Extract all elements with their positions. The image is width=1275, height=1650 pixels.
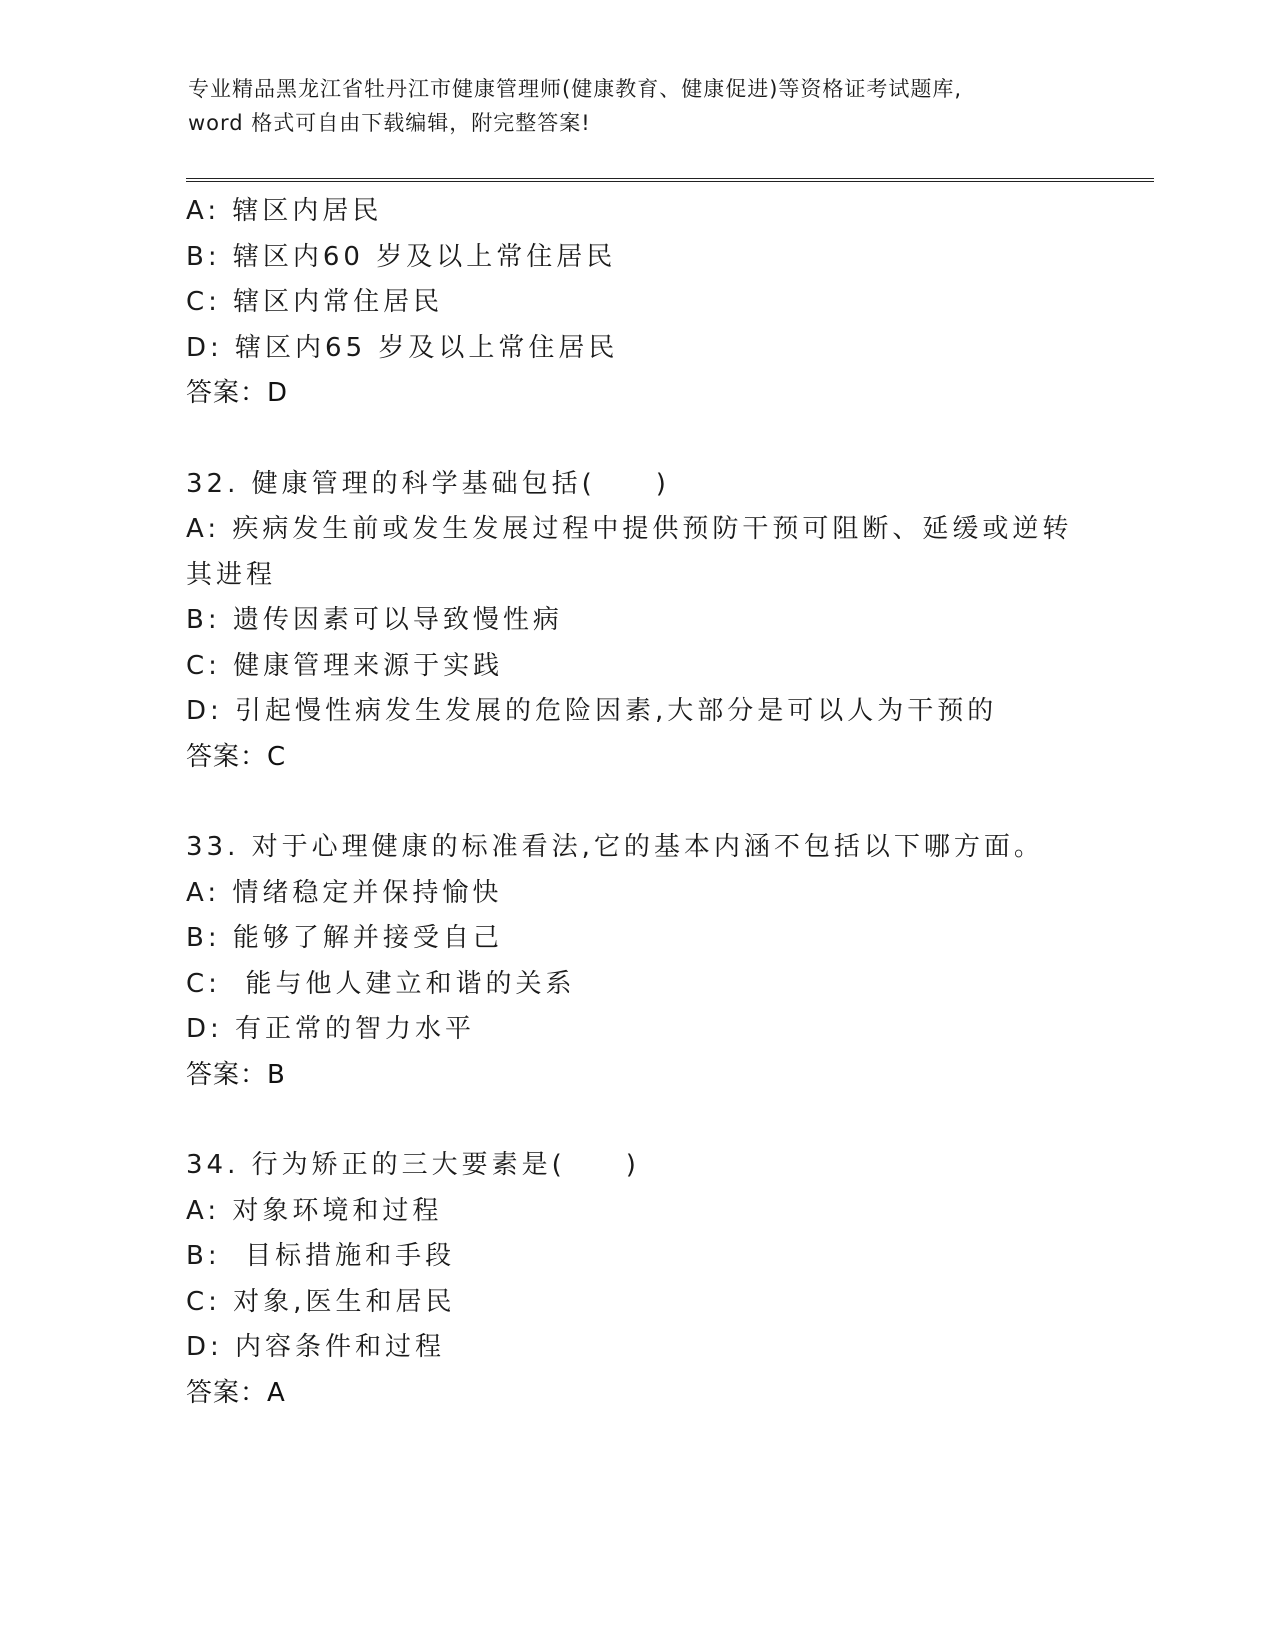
header-divider <box>186 178 1154 182</box>
header-title-line-1: 专业精品黑龙江省牡丹江市健康管理师(健康教育、健康促进)等资格证考试题库, <box>188 77 963 101</box>
spacer <box>186 1098 1086 1143</box>
option-d: D: 辖区内65 岁及以上常住居民 <box>186 332 619 363</box>
option-b: B: 辖区内60 岁及以上常住居民 <box>186 241 617 272</box>
option-b: B: 目标措施和手段 <box>186 1241 456 1271</box>
question-block-32 <box>186 462 1086 781</box>
answer-label: 答案：B <box>186 1059 286 1090</box>
answer-label: 答案：D <box>186 378 289 408</box>
question-block-34 <box>186 1143 1086 1416</box>
option-d: D: 内容条件和过程 <box>186 1332 446 1362</box>
question-block-33 <box>186 825 1086 1098</box>
option-c: C: 能与他人建立和谐的关系 <box>186 968 576 999</box>
option-a: A: 辖区内居民 <box>186 196 383 226</box>
option-d: D: 引起慢性病发生发展的危险因素,大部分是可以人为干预的 <box>186 696 998 726</box>
answer-label: 答案：C <box>186 741 287 772</box>
answer-label: 答案：A <box>186 1377 286 1408</box>
option-a: A: 情绪稳定并保持愉快 <box>186 877 503 908</box>
question-text: 34. 行为矫正的三大要素是( ) <box>186 1150 640 1180</box>
question-block-31 <box>186 189 1086 417</box>
option-b: B: 遗传因素可以导致慢性病 <box>186 605 563 635</box>
spacer <box>186 780 1086 825</box>
option-c: C: 辖区内常住居民 <box>186 287 444 317</box>
option-a: A: 疾病发生前或发生发展过程中提供预防干预可阻断、延缓或逆转其进程 <box>186 514 1073 590</box>
spacer <box>186 417 1086 462</box>
question-list <box>186 189 1086 1416</box>
option-b: B: 能够了解并接受自己 <box>186 923 503 953</box>
option-c: C: 对象,医生和居民 <box>186 1286 456 1317</box>
header-title-line-2: word 格式可自由下载编辑，附完整答案! <box>188 111 591 135</box>
option-a: A: 对象环境和过程 <box>186 1195 443 1226</box>
document-header <box>188 72 1088 140</box>
question-text: 33. 对于心理健康的标准看法,它的基本内涵不包括以下哪方面。 <box>186 832 1044 862</box>
option-c: C: 健康管理来源于实践 <box>186 650 504 681</box>
option-d: D: 有正常的智力水平 <box>186 1014 476 1044</box>
question-text: 32. 健康管理的科学基础包括( ) <box>186 468 670 499</box>
